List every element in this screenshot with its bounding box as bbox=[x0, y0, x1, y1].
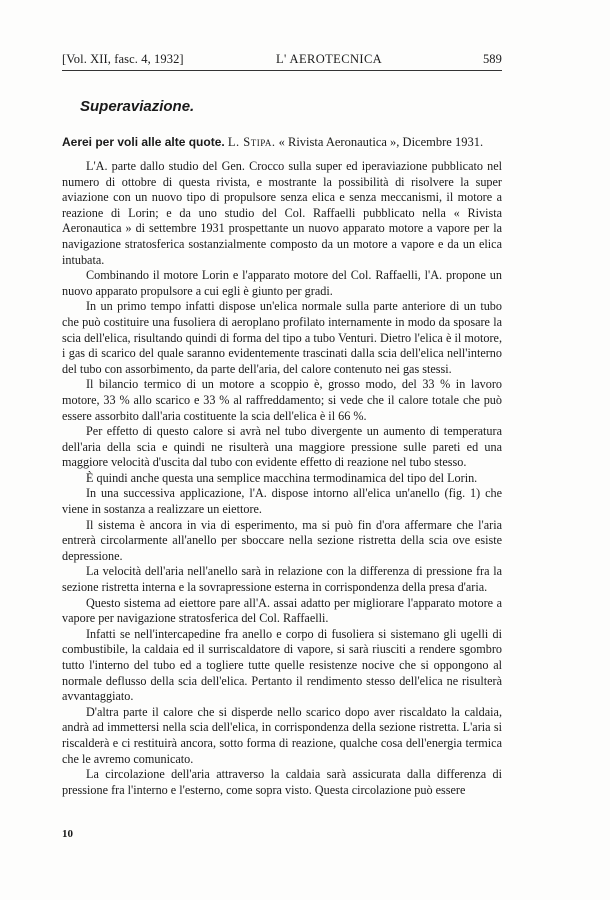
paragraph: Per effetto di questo calore si avrà nel tubo divergente un aumento di temperatura dell'aria della scia e quindi ne risulterà una maggiore pressione sulle pareti ed una maggiore velocità d'uscita dal tubo con evidente effetto di reazione nel tubo stesso. bbox=[62, 424, 502, 470]
review-author: L. Stipa. bbox=[227, 135, 276, 149]
review-heading bbox=[62, 135, 502, 150]
paragraph: Combinando il motore Lorin e l'apparato motore del Col. Raffaelli, l'A. propone un nuovo apparato propulsore a cui egli è giunto per gradi. bbox=[62, 268, 502, 298]
header-rule bbox=[62, 70, 502, 71]
review-topic: Aerei per voli alle alte quote. bbox=[62, 135, 225, 149]
page-number: 589 bbox=[482, 52, 502, 66]
paragraph: Il bilancio termico di un motore a scoppio è, grosso modo, del 33 % in lavoro motore, 33 % allo scarico e 33 % al raffreddamento; si vede che il calore totale che può essere assorbito dall'aria costituente la scia dell'elica è il 66 %. bbox=[62, 377, 502, 423]
paragraph: La velocità dell'aria nell'anello sarà in relazione con la differenza di pressione fra la sezione ristretta interna e la sovrapressione esterna in corrispondenza della presa d'aria. bbox=[62, 564, 502, 595]
signature-mark: 10 bbox=[62, 828, 73, 840]
paragraph: L'A. parte dallo studio del Gen. Crocco sulla super ed iperaviazione pubblicato nel numero di ottobre di questa rivista, e mostrante la possibilità di risolvere la super aviazione con un nuovo tipo di propulsore senza elica e senza meccanismi, il motore a reazione di Lorin; e da uno studio del Col. Raffaelli pubblicato nella « Rivista Aeronautica » di settembre 1931 prospettante un nuovo apparato motore a vapore per la navigazione stratosferica sostanzialmente composto da un motore a vapore e da un elica intubata. bbox=[62, 159, 502, 267]
article-body bbox=[62, 159, 502, 798]
paragraph: In una successiva applicazione, l'A. dispose intorno all'elica un'anello (fig. 1) che viene in sostanza a realizzare un eiettore. bbox=[62, 486, 502, 517]
section-title: Superaviazione. bbox=[80, 98, 195, 115]
volume-info: [Vol. XII, fasc. 4, 1932] bbox=[62, 52, 184, 66]
paragraph: È quindi anche questa una semplice macchina termodinamica del tipo del Lorin. bbox=[86, 470, 478, 485]
paragraph: D'altra parte il calore che si disperde nello scarico dopo aver riscaldato la caldaia, andrà ad immettersi nella scia dell'elica, in corrispondenza della sezione ristretta. L'aria si riscalderà e ci restituirà ancora, sotto forma di reazione, qualche cosa dell'energia termica che le avremo comunicato. bbox=[62, 704, 502, 766]
paragraph: Il sistema è ancora in via di esperimento, ma si può fin d'ora affermare che l'aria entrerà circolarmente all'anello per sboccare nella sezione ristretta della scia ove esiste depressione. bbox=[62, 517, 502, 563]
journal-title: L' AEROTECNICA bbox=[276, 52, 383, 66]
running-header bbox=[62, 52, 502, 70]
paragraph: La circolazione dell'aria attraverso la caldaia sarà assicurata dalla differenza di pressione fra l'interno e l'esterno, come sopra visto. Questa circolazione può essere bbox=[62, 767, 502, 797]
paragraph: Questo sistema ad eiettore pare all'A. assai adatto per migliorare l'apparato motore a vapore per navigazione stratosferica del Col. Raffaelli. bbox=[62, 595, 502, 626]
paragraph: Infatti se nell'intercapedine fra anello e corpo di fusoliera si sistemano gli ugelli di combustibile, la caldaia ed il surriscaldatore di vapore, si sarà riusciti a rendere sgombro tutto l'interno del tubo ed a togliere tutte quelle resistenze nocive che si oppongono al normale deflusso della scia dell'elica. Pertanto il rendimento stesso dell'elica ne risulterà avvantaggiato. bbox=[62, 626, 502, 704]
paragraph: In un primo tempo infatti dispose un'elica normale sulla parte anteriore di un tubo che può costituire una fusoliera di aeroplano profilato internamente in modo da sposare la scia dell'elica, risultando quindi di forma del tipo a tubo Venturi. Dietro l'elica è il motore, i gas di scarico del quale saranno evidentemente trascinati dalla scia dell'elica nell'interno del tubo con assorbimento, da parte dell'aria, del calore contenuto nei gas stessi. bbox=[62, 299, 502, 376]
review-source: « Rivista Aeronautica », Dicembre 1931. bbox=[278, 135, 484, 149]
